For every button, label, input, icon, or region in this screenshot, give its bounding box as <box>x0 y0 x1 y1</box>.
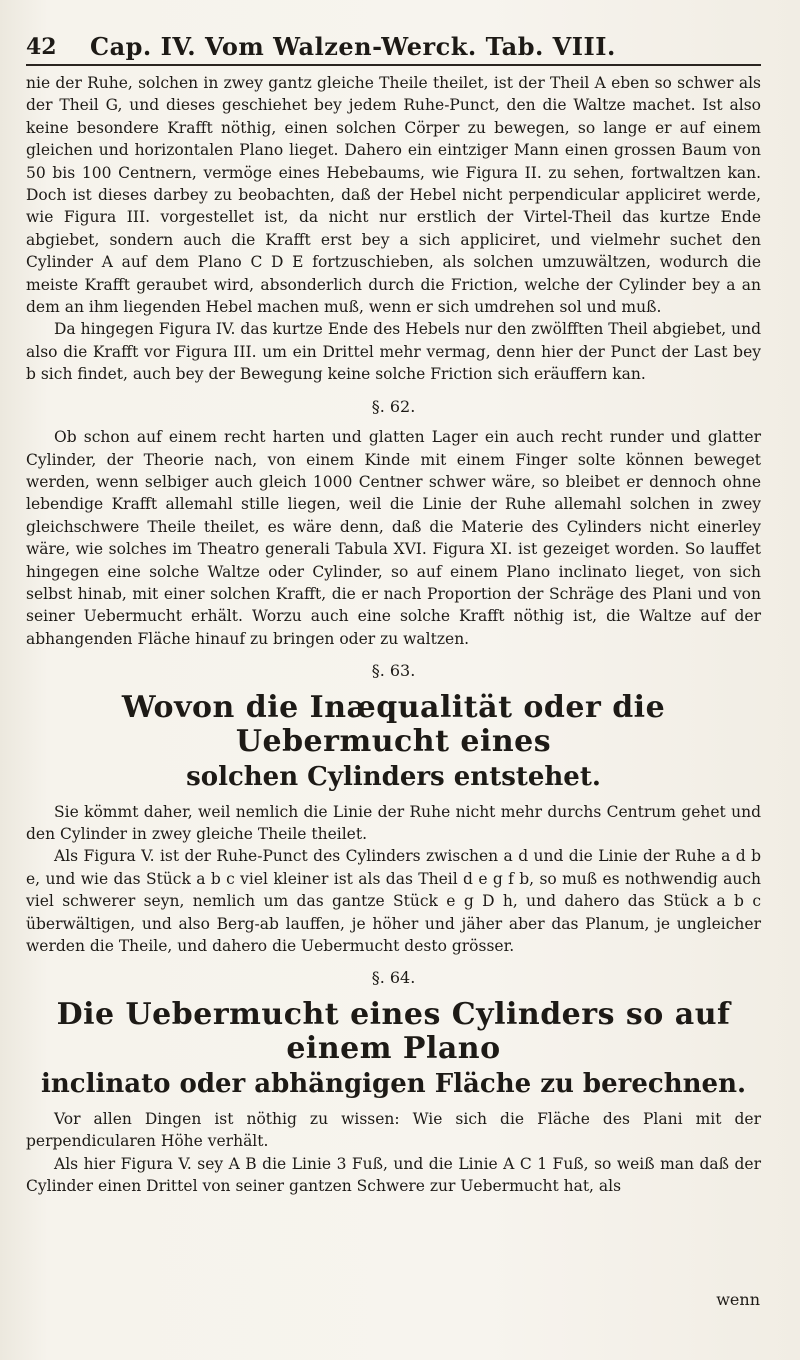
page-header <box>26 30 761 66</box>
section-heading: Die Uebermucht eines Cylinders so auf einem Plano <box>56 996 731 1066</box>
paragraph: nie der Ruhe, solchen in zwey gantz gleiche Theile theilet, ist der Theil A eben so schwer als der Theil G, und dieses geschiehet bey jedem Ruhe-Punct, den die Waltze machet. Ist also keine besondere Krafft nöthig, einen solchen Cörper zu bewegen, so lange er auf einem gleichen und horizontalen Plano lieget. Dahero ein eintziger Mann einen grossen Baum von 50 bis 100 Centnern, vermöge eines Hebebaums, wie Figura II. zu sehen, fortwaltzen kan. Doch ist dieses darbey zu beobachten, daß der Hebel nicht perpendicular appliciret werde, wie Figura III. vorgestellet ist, da nicht nur erstlich der Virtel-Theil das kurtze Ende abgiebet, sondern auch die Krafft erst bey a sich appliciret, und vielmehr suchet den Cylinder A auf dem Plano C D E fortzuschieben, als solchen umzuwältzen, wodurch die meiste Krafft geraubet wird, absonderlich durch die Friction, welche der Cylinder bey a an dem an ihm liegenden Hebel machen muß, wenn er sich umdrehen sol und muß. <box>26 74 761 317</box>
section-number: §. 62. <box>371 396 416 416</box>
paragraph: Als hier Figura V. sey A B die Linie 3 Fuß, und die Linie A C 1 Fuß, so weiß man daß der Cylinder einen Drittel von seiner gantzen Schwere zur Uebermucht hat, als <box>26 1154 761 1196</box>
section-number: §. 64. <box>371 968 416 988</box>
section-heading: solchen Cylinders entstehet. <box>186 761 601 792</box>
paragraph: Als Figura V. ist der Ruhe-Punct des Cylinders zwischen a d und die Linie der Ruhe a d b e, und wie das Stück a b c viel kleiner ist als das Theil d e g f b, so muß es nothwendig auch viel schwerer seyn, nemlich um das gantze Stück e g D h, und dahero das Stück a b c überwältigen, und also Berg-ab lauffen, je höher und jäher aber das Planum, je ungleicher werden die Theile, und dahero die Uebermucht desto grösser. <box>26 847 761 955</box>
paragraph: Sie kömmt daher, weil nemlich die Linie der Ruhe nicht mehr durchs Centrum gehet und den Cylinder in zwey gleiche Theile theilet. <box>26 802 761 843</box>
running-title: Cap. IV. Vom Walzen-Werck. Tab. VIII. <box>90 32 616 61</box>
section-heading: Wovon die Inæqualität oder die Uebermucht eines <box>121 689 666 759</box>
paragraph: Ob schon auf einem recht harten und glatten Lager ein auch recht runder und glatter Cylinder, der Theorie nach, von einem Kinde mit einem Finger solte können beweget werden, wenn selbiger auch gleich 1000 Centner schwer wäre, so bleibet er dennoch ohne lebendige Krafft allemahl stille liegen, weil die Linie der Ruhe allemahl solchen in zwey gleichschwere Theile theilet, es wäre denn, daß die Materie des Cylinders nicht einerley wäre, wie solches im Theatro generali Tabula XVI. Figura XI. ist gezeiget worden. So lauffet hingegen eine solche Waltze oder Cylinder, so auf einem Plano inclinato lieget, von sich selbst hinab, mit einer solchen Krafft, die er nach Proportion der Schräge des Plani und von seiner Uebermucht erhält. Worzu auch eine solche Krafft nöthig ist, die Waltze auf der abhangenden Fläche hinauf zu bringen oder zu waltzen. <box>26 428 761 648</box>
paragraph: Vor allen Dingen ist nöthig zu wissen: Wie sich die Fläche des Plani mit der perpendicularen Höhe verhält. <box>26 1109 761 1151</box>
section-number: §. 63. <box>371 661 416 681</box>
page-number: 42 <box>26 34 57 60</box>
section-heading: inclinato oder abhängigen Fläche zu berechnen. <box>40 1068 747 1099</box>
catchword: wenn <box>716 1290 760 1309</box>
paragraph: Da hingegen Figura IV. das kurtze Ende des Hebels nur den zwölfften Theil abgiebet, und also die Krafft vor Figura III. um ein Drittel mehr vermag, denn hier der Punct der Last bey b sich findet, auch bey der Bewegung keine solche Friction sich eräuffern kan. <box>26 320 761 384</box>
body-text <box>26 72 761 1197</box>
